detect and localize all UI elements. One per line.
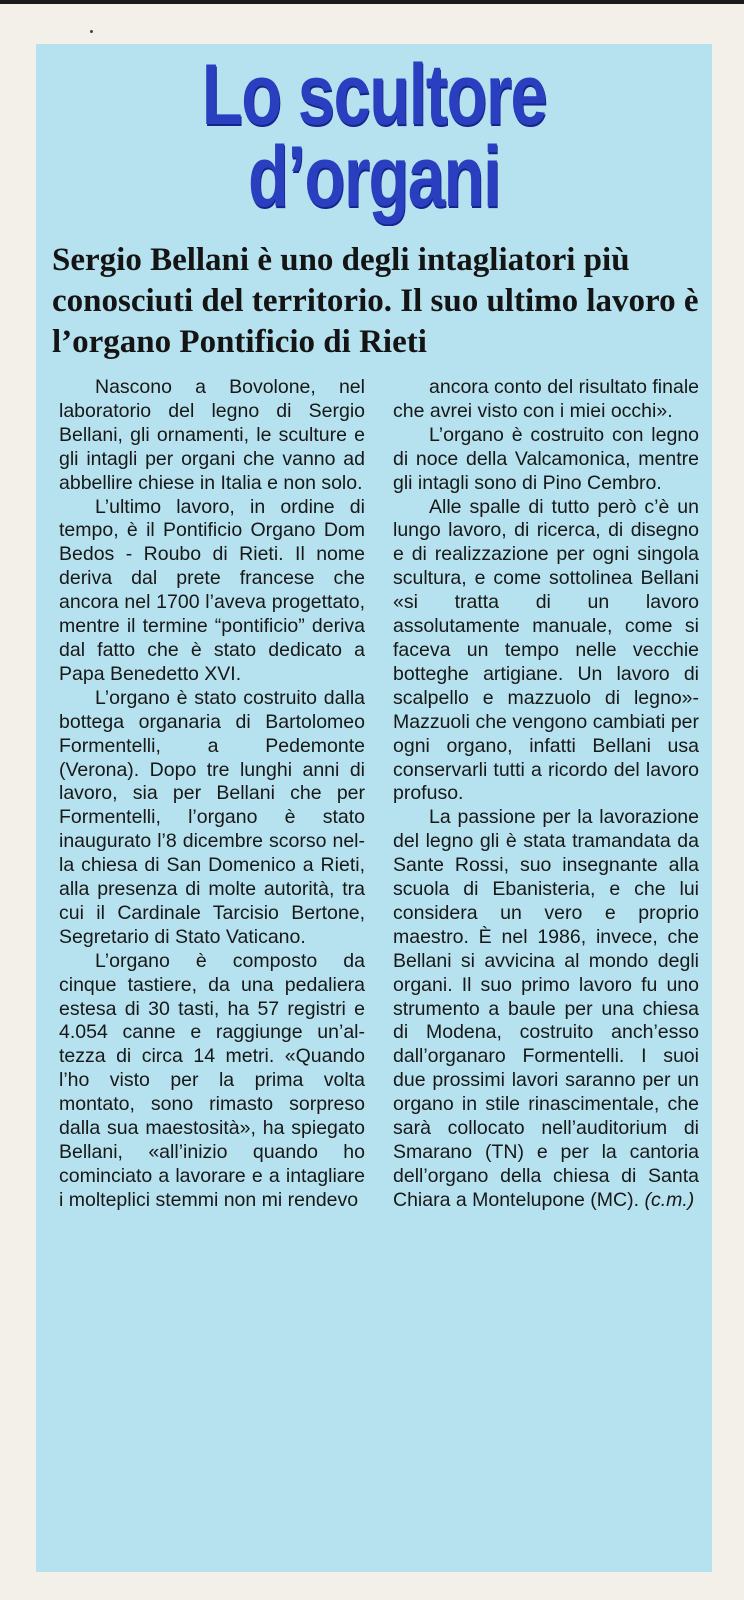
paragraph: L’ultimo lavoro, in ordine di tempo, è il Pontificio Organo Dom Bedos - Roubo di Rieti. Il nome deriva dal prete francese che ancora nel 1700 l’aveva progettato, mentre il termine “pontificio” deriva dal fatto che è stato dedicato a Papa Benedetto XVI. [59,495,365,685]
print-speck [90,30,93,33]
author-signature: (c.m.) [644,1188,695,1211]
paragraph: L’organo è costruito con legno di noce della Valcamonica, mentre gli intagli sono di Pino Cembro. [393,423,699,494]
closing-paragraph-text: La passione per la lavorazione del legno gli è stata tramandata da Sante Rossi, suo insegnante alla scuola di Ebanisteria, e che lui considera un vero e proprio maestro. È nel 1986, invece, che Bellani si avvicina al mondo degli organi. Il suo primo lavoro fu uno strumento a baule per una chiesa di Modena, costruito anch’esso dall’organaro Formentelli. I suoi due prossimi lavori saranno per un organo in stile rinascimentale, che sarà collocato nell’auditorium di Smarano (TN) e per la cantoria dell’organo della chiesa di Santa Chiara a Montelupone (MC). [393,806,699,1211]
paragraph: Alle spalle di tutto però c’è un lungo lavoro, di ricerca, di disegno e di realizzazione per ogni singola scultura, e come sottolinea Bellani «si tratta di un lavoro assolutamente manuale, come si faceva un tempo nelle vecchie botteghe artigiane. Un lavoro di scalpello e mazzuolo di legno»- Mazzuoli che vengono cambiati per ogni organo, infatti Bellani usa conservarli tutti a ricordo del lavoro profuso. [393,495,699,805]
article-box [36,44,712,1572]
headline [110,47,637,225]
top-rule [0,0,744,4]
body-column-right [393,376,699,1213]
headline-line-1: Lo scultore [201,47,547,143]
paragraph: L’organo è stato costruito dalla bottega organaria di Bartolomeo Formentelli, a Pedemonte (Verona). Dopo tre lunghi anni di lavoro, sia per Bellani che per Formentelli, l’organo è stato inaugurato l’8 dicembre scorso nella chiesa di San Domenico a Rieti, alla presenza di molte autorità, tra cui il Cardinale Tarcisio Bertone, Segretario di Stato Vaticano. [59,686,365,948]
paragraph [393,806,699,1212]
paragraph: ancora conto del risultato finale che avrei visto con i miei occhi». [393,376,699,422]
headline-line-2: d’organi [247,129,501,225]
paragraph: Nascono a Bovolone, nel laboratorio del legno di Sergio Bellani, gli ornamenti, le sculture e gli intagli per organi che vanno ad abbellire chiese in Italia e non solo. [59,376,365,494]
paragraph: L’organo è composto da cinque tastiere, da una pedaliera estesa di 30 tasti, ha 57 registri e 4.054 canne e raggiunge un’altezza di circa 14 metri. «Quando l’ho visto per la prima volta montato, sono rimasto sorpreso dalla sua maestosità», ha spiegato Bellani, «all’inizio quando ho cominciato a lavorare e a intagliare i molteplici stemmi non mi rendevo [59,949,365,1211]
subheadline: Sergio Bellani è uno degli intagliatori più conosciuti del territorio. Il suo ultimo lavoro è l’organo Pontificio di Rieti [52,242,699,360]
body-column-left [59,376,365,1213]
